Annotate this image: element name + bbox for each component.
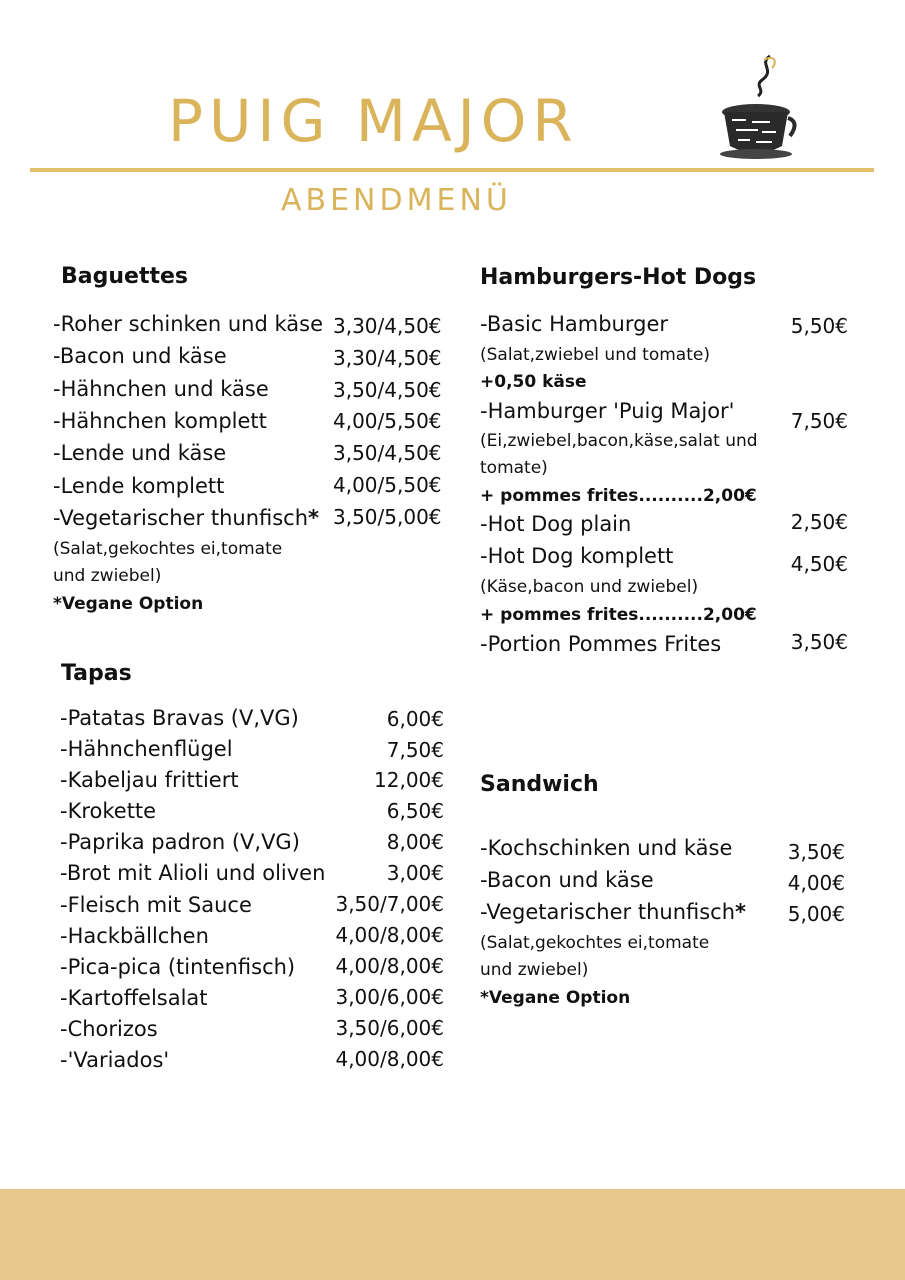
vegan-asterisk: * (735, 900, 747, 924)
menu-item-name: -Fleisch mit Sauce (60, 893, 252, 917)
menu-item-name: -Hot Dog komplett (480, 544, 674, 568)
menu-item-price: 4,00/5,50€ (333, 409, 442, 433)
item-name-text: -Vegetarischer thunfisch (480, 900, 736, 924)
menu-item-name: -Chorizos (60, 1017, 158, 1041)
menu-item-price: 3,50/5,00€ (333, 505, 442, 529)
vegan-option-note: *Vegane Option (480, 988, 631, 1008)
menu-item-name: -Bacon und käse (480, 868, 654, 892)
menu-item-price: 3,30/4,50€ (333, 346, 442, 370)
menu-item-name: -Hamburger 'Puig Major' (480, 399, 735, 423)
menu-item-name: -Roher schinken und käse (53, 312, 324, 336)
item-description: und zwiebel) (53, 566, 162, 586)
menu-subtitle: ABENDMENÜ (281, 183, 512, 218)
header-divider (30, 168, 874, 172)
coffee-cup-logo-icon (718, 50, 798, 162)
menu-item-name: -Portion Pommes Frites (480, 632, 722, 656)
menu-item-price: 4,00/8,00€ (335, 1047, 444, 1071)
menu-item-price: 3,00/6,00€ (335, 985, 444, 1009)
item-description: (Salat,gekochtes ei,tomate (53, 539, 283, 559)
item-extra-option: + pommes frites..........2,00€ (480, 605, 757, 625)
item-description: (Salat,gekochtes ei,tomate (480, 933, 710, 953)
menu-item-price: 3,50/6,00€ (335, 1016, 444, 1040)
section-heading-hamburgers: Hamburgers-Hot Dogs (480, 265, 757, 290)
menu-item-price: 7,50€ (386, 738, 444, 762)
item-description: (Käse,bacon und zwiebel) (480, 577, 699, 597)
menu-item-name: -Krokette (60, 799, 157, 823)
item-extra-option: +0,50 käse (480, 372, 587, 392)
menu-item-price: 7,50€ (790, 409, 848, 433)
menu-item-name: -Patatas Bravas (V,VG) (60, 706, 299, 730)
item-name-text: -Vegetarischer thunfisch (53, 506, 309, 530)
menu-item-price: 6,50€ (386, 799, 444, 823)
menu-item-name: -Kartoffelsalat (60, 986, 208, 1010)
item-description: und zwiebel) (480, 960, 589, 980)
menu-item-price: 5,50€ (790, 314, 848, 338)
menu-item-name: -Basic Hamburger (480, 312, 669, 336)
menu-item-price: 4,00/8,00€ (335, 923, 444, 947)
item-description: (Salat,zwiebel und tomate) (480, 345, 710, 365)
menu-item-price: 3,50/4,50€ (333, 378, 442, 402)
vegan-asterisk: * (308, 506, 320, 530)
menu-item-name: -Lende und käse (53, 441, 227, 465)
menu-item-price: 4,50€ (790, 552, 848, 576)
vegan-option-note: *Vegane Option (53, 594, 204, 614)
item-description: (Ei,zwiebel,bacon,käse,salat und (480, 431, 758, 451)
menu-item-price: 4,00€ (787, 871, 845, 895)
item-description: tomate) (480, 458, 548, 478)
footer-band (0, 1189, 905, 1280)
menu-item-price: 6,00€ (386, 707, 444, 731)
menu-item-price: 5,00€ (787, 902, 845, 926)
menu-item-name (480, 900, 746, 925)
menu-item-price: 3,00€ (386, 861, 444, 885)
item-extra-option: + pommes frites..........2,00€ (480, 486, 757, 506)
menu-item-price: 3,50/4,50€ (333, 441, 442, 465)
menu-item-price: 3,30/4,50€ (333, 314, 442, 338)
menu-item-name: -Pica-pica (tintenfisch) (60, 955, 296, 979)
menu-item-name: -'Variados' (60, 1048, 170, 1072)
menu-item-price: 4,00/5,50€ (333, 473, 442, 497)
menu-item-price: 4,00/8,00€ (335, 954, 444, 978)
menu-item-price: 3,50/7,00€ (335, 892, 444, 916)
menu-item-name: -Paprika padron (V,VG) (60, 830, 300, 854)
section-heading-baguettes: Baguettes (61, 264, 188, 289)
menu-item-price: 12,00€ (374, 768, 444, 792)
menu-item-name: -Kochschinken und käse (480, 836, 733, 860)
menu-item-name: -Hähnchen komplett (53, 409, 267, 433)
menu-item-name: -Hähnchen und käse (53, 377, 269, 401)
section-heading-sandwich: Sandwich (480, 772, 599, 797)
section-heading-tapas: Tapas (61, 661, 132, 686)
menu-item-name: -Hackbällchen (60, 924, 209, 948)
menu-item-name: -Lende komplett (53, 474, 225, 498)
menu-item-name: -Brot mit Alioli und oliven (60, 861, 326, 885)
menu-item-price: 2,50€ (790, 510, 848, 534)
menu-item-name: -Kabeljau frittiert (60, 768, 239, 792)
restaurant-title: PUIG MAJOR (168, 87, 579, 155)
menu-item-price: 3,50€ (790, 630, 848, 654)
menu-item-name: -Bacon und käse (53, 344, 227, 368)
menu-item-name: -Hot Dog plain (480, 512, 632, 536)
menu-item-name (53, 506, 319, 531)
menu-item-price: 3,50€ (787, 840, 845, 864)
menu-item-name: -Hähnchenflügel (60, 737, 233, 761)
menu-item-price: 8,00€ (386, 830, 444, 854)
